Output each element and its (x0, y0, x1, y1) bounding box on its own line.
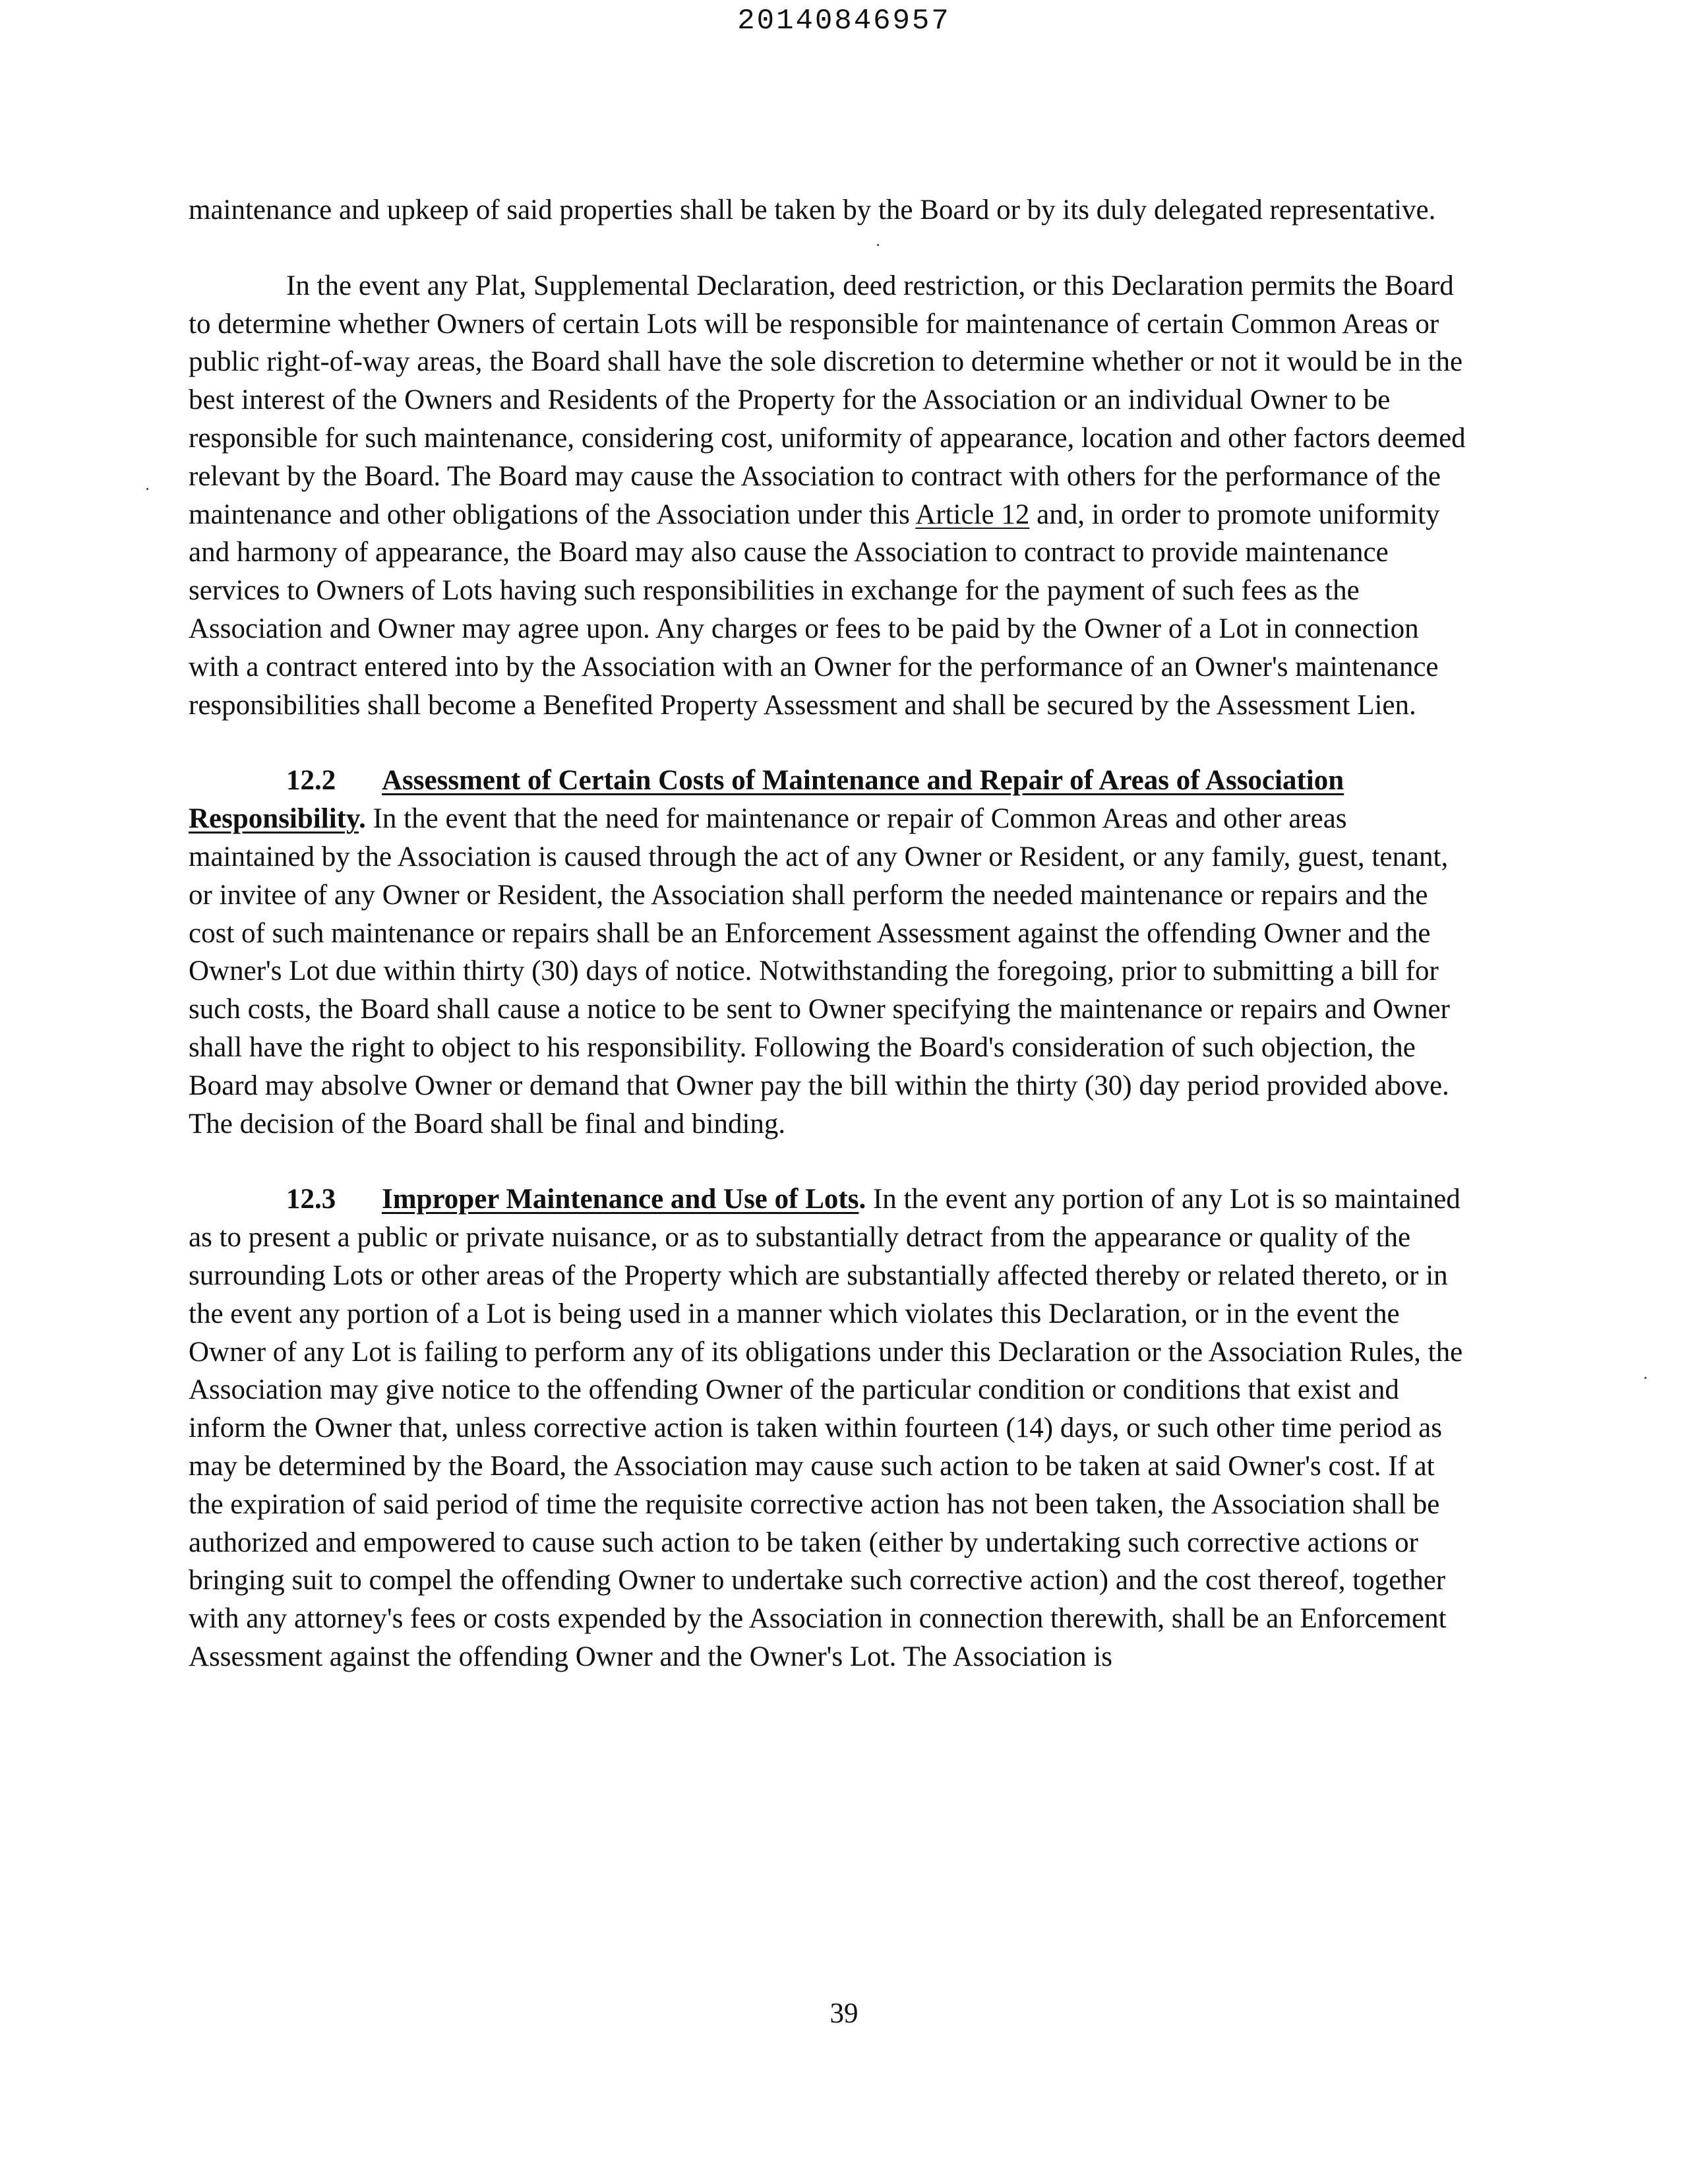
scan-speck (146, 488, 148, 490)
section-12-3-number: 12.3 (286, 1184, 336, 1215)
page-number: 39 (829, 1998, 859, 2029)
section-12-3-text: In the event any portion of any Lot is so maintained as to present a public or private nuisance, or as to substantially detract from the appearance or quality of the surrounding Lots or other areas of the Property which are substantially affected thereby or related thereto, or in the event any portion of a Lot is being used in a manner which violates this Declaration, or in the event the Owner of any Lot is failing to perform any of its obligations under this Declaration or the Association Rules, the Association may give notice to the offending Owner of the particular condition or conditions that exist and inform the Owner that, unless corrective action is taken within fourteen (14) days, or such other time period as may be determined by the Board, the Association may cause such action to be taken at said Owner's cost. If at the expiration of said period of time the requisite corrective action has not been taken, the Association shall be authorized and empowered to cause such action to be taken (either by undertaking such corrective actions or bringing suit to compel the offending Owner to undertake such corrective action) and the cost thereof, together with any attorney's fees or costs expended by the Association in connection therewith, shall be an Enforcement Assessment against the offending Owner and the Owner's Lot. The Association is (189, 1184, 1463, 1672)
board-discretion-text: In the event any Plat, Supplemental Declaration, deed restriction, or this Declaration permits the Board to determine whether Owners of certain Lots will be responsible for maintenance of certain Common Areas or public right-of-way areas, the Board shall have the sole discretion to determine whether or not it would be in the best interest of the Owners and Residents of the Property for the Association or an individual Owner to be responsible for such maintenance, considering cost, uniformity of appearance, location and other factors deemed relevant by the Board. The Board may cause the Association to contract with others for the performance of the maintenance and other obligations of the Association under this (189, 270, 1466, 530)
board-discretion-text-continued: and, in order to promote uniformity and harmony of appearance, the Board may also cause the Association to contract to provide maintenance services to Owners of Lots having such responsibilities in exchange for the payment of such fees as the Association and Owner may agree upon. Any charges or fees to be paid by the Owner of a Lot in connection with a contract entered into by the Association with an Owner for the performance of an Owner's maintenance responsibilities shall become a Benefited Property Assessment and shall be secured by the Assessment Lien. (189, 499, 1440, 721)
section-12-3-title-period: . (859, 1184, 866, 1215)
section-12-3 (189, 1180, 1474, 1676)
section-12-2-title-period: . (359, 803, 366, 835)
scan-speck (877, 244, 879, 246)
board-discretion-paragraph (189, 267, 1474, 725)
section-12-3-title: Improper Maintenance and Use of Lots (382, 1184, 859, 1215)
document-number: 20140846957 (737, 5, 951, 38)
section-12-2-title: Assessment of Certain Costs of Maintenance and Repair of Areas of Association Responsibility (189, 765, 1344, 835)
article-12-reference: Article 12 (915, 499, 1030, 530)
continued-paragraph: maintenance and upkeep of said properties shall be taken by the Board or by its duly delegated representative. (189, 195, 1436, 226)
section-12-2-number: 12.2 (286, 765, 336, 797)
section-12-2 (189, 762, 1474, 1143)
scan-speck (1644, 1377, 1646, 1379)
section-12-2-text: In the event that the need for maintenance or repair of Common Areas and other areas maintained by the Association is caused through the act of any Owner or Resident, or any family, guest, tenant, or invitee of any Owner or Resident, the Association shall perform the needed maintenance or repairs and the cost of such maintenance or repairs shall be an Enforcement Assessment against the offending Owner and the Owner's Lot due within thirty (30) days of notice. Notwithstanding the foregoing, prior to submitting a bill for such costs, the Board shall cause a notice to be sent to Owner specifying the maintenance or repairs and Owner shall have the right to object to his responsibility. Following the Board's consideration of such objection, the Board may absolve Owner or demand that Owner pay the bill within the thirty (30) day period provided above. The decision of the Board shall be final and binding. (189, 803, 1450, 1139)
page-body (189, 191, 1474, 1676)
